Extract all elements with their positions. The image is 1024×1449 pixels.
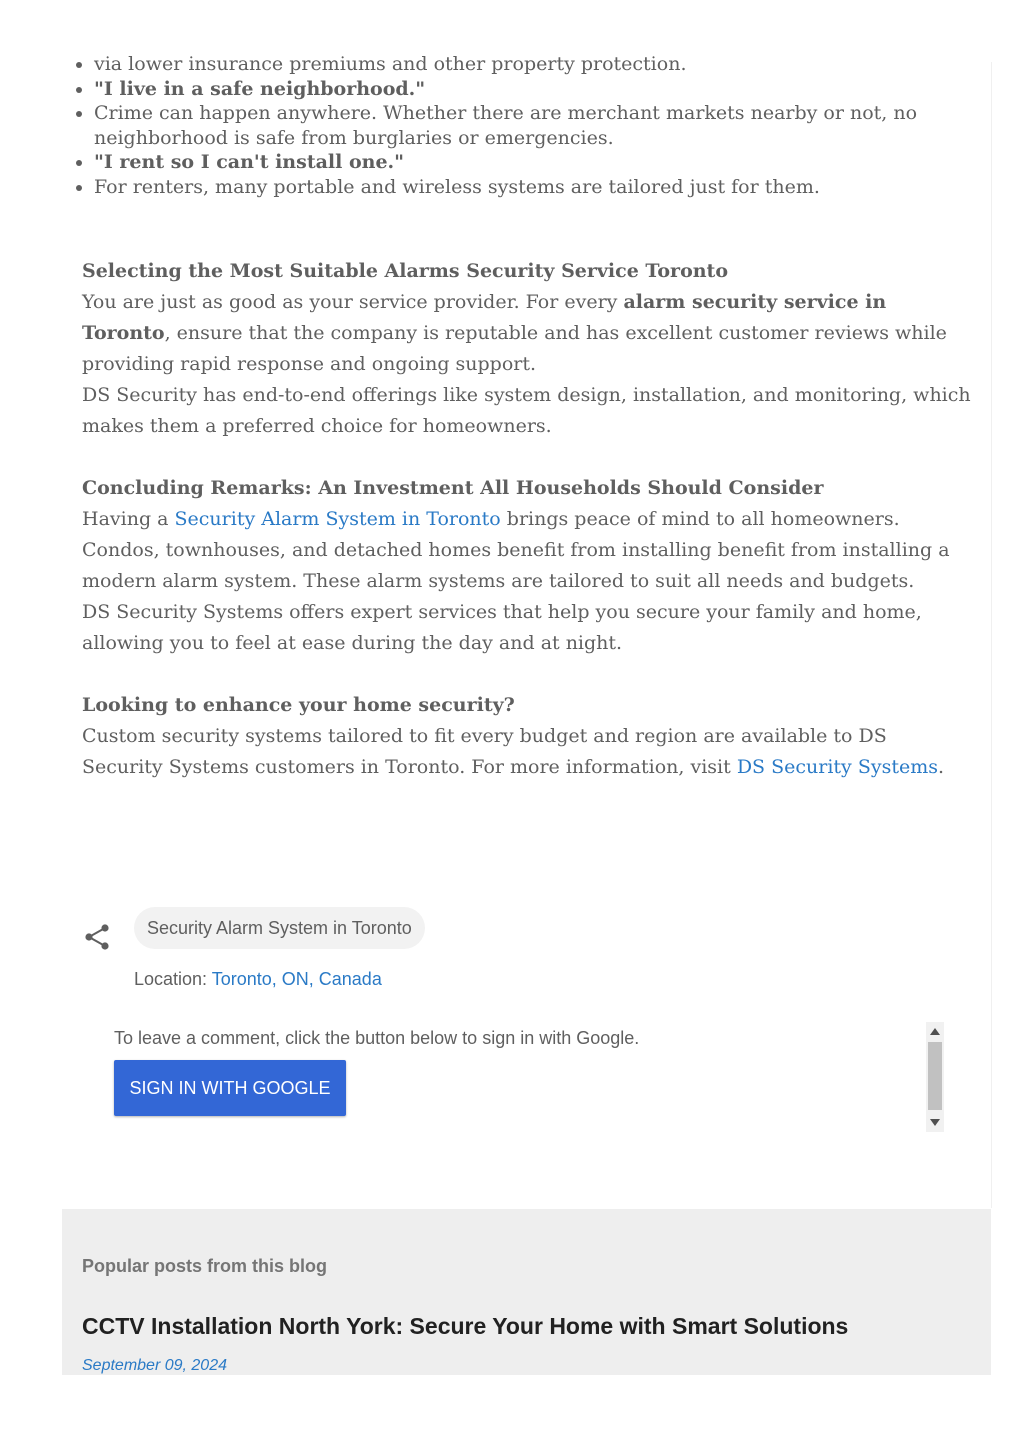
comment-scrollbar[interactable]	[926, 1022, 944, 1132]
sign-in-with-google-button[interactable]: SIGN IN WITH GOOGLE	[114, 1060, 346, 1116]
section-selecting-service	[82, 256, 972, 442]
comment-box	[100, 1020, 946, 1132]
paragraph: You are just as good as your service provider. For every alarm security service in Toronto, ensure that the company is reputable and has excellent customer reviews while providing rapid response and ongoing support.	[82, 291, 947, 375]
popular-posts-heading: Popular posts from this blog	[82, 1256, 328, 1276]
list-item: • For renters, many portable and wireless systems are tailored just for them.	[94, 175, 954, 200]
paragraph: Having a Security Alarm System in Toronto brings peace of mind to all homeowners. Condos, townhouses, and detached homes benefit from installing benefit from installing a modern alarm system. These alarm systems are tailored to suit all needs and budgets.	[82, 508, 950, 592]
comment-prompt: To leave a comment, click the button below to sign in with Google.	[114, 1028, 640, 1048]
location-link[interactable]: Toronto, ON, Canada	[211, 969, 382, 989]
list-item: • Crime can happen anywhere. Whether there are merchant markets nearby or not, no neighborhood is safe from burglaries or emergencies.	[94, 101, 954, 150]
popular-post-title[interactable]: CCTV Installation North York: Secure Your Home with Smart Solutions	[82, 1313, 849, 1339]
section-enhance-security	[82, 690, 972, 783]
scroll-thumb[interactable]	[928, 1042, 942, 1110]
popular-post-date[interactable]: September 09, 2024	[82, 1357, 227, 1374]
post-bullet-list	[72, 42, 954, 199]
section-heading: Selecting the Most Suitable Alarms Security Service Toronto	[82, 260, 728, 282]
share-icon[interactable]	[84, 923, 112, 951]
scroll-down-arrow-icon[interactable]	[930, 1119, 940, 1126]
section-heading: Concluding Remarks: An Investment All Households Should Consider	[82, 477, 824, 499]
paragraph: Custom security systems tailored to fit every budget and region are available to DS Security Systems customers in Toronto. For more information, visit DS Security Systems.	[82, 725, 945, 778]
section-heading: Looking to enhance your home security?	[82, 694, 515, 716]
list-item: • "I rent so I can't install one."	[94, 150, 954, 175]
paragraph: DS Security Systems offers expert services that help you secure your family and home, allowing you to feel at ease during the day and at night.	[82, 601, 922, 654]
list-item: • "I live in a safe neighborhood."	[94, 77, 954, 102]
popular-posts	[62, 1209, 991, 1375]
location: Location: Toronto, ON, Canada	[134, 969, 382, 989]
section-concluding-remarks	[82, 473, 972, 659]
list-item: • via lower insurance premiums and other property protection.	[94, 42, 954, 77]
security-alarm-link[interactable]: Security Alarm System in Toronto	[174, 508, 501, 530]
scroll-up-arrow-icon[interactable]	[930, 1028, 940, 1035]
paragraph: DS Security has end-to-end offerings like system design, installation, and monitoring, which makes them a preferred choice for homeowners.	[82, 384, 971, 437]
ds-security-link[interactable]: DS Security Systems	[736, 756, 938, 778]
label-chip[interactable]: Security Alarm System in Toronto	[134, 907, 425, 949]
